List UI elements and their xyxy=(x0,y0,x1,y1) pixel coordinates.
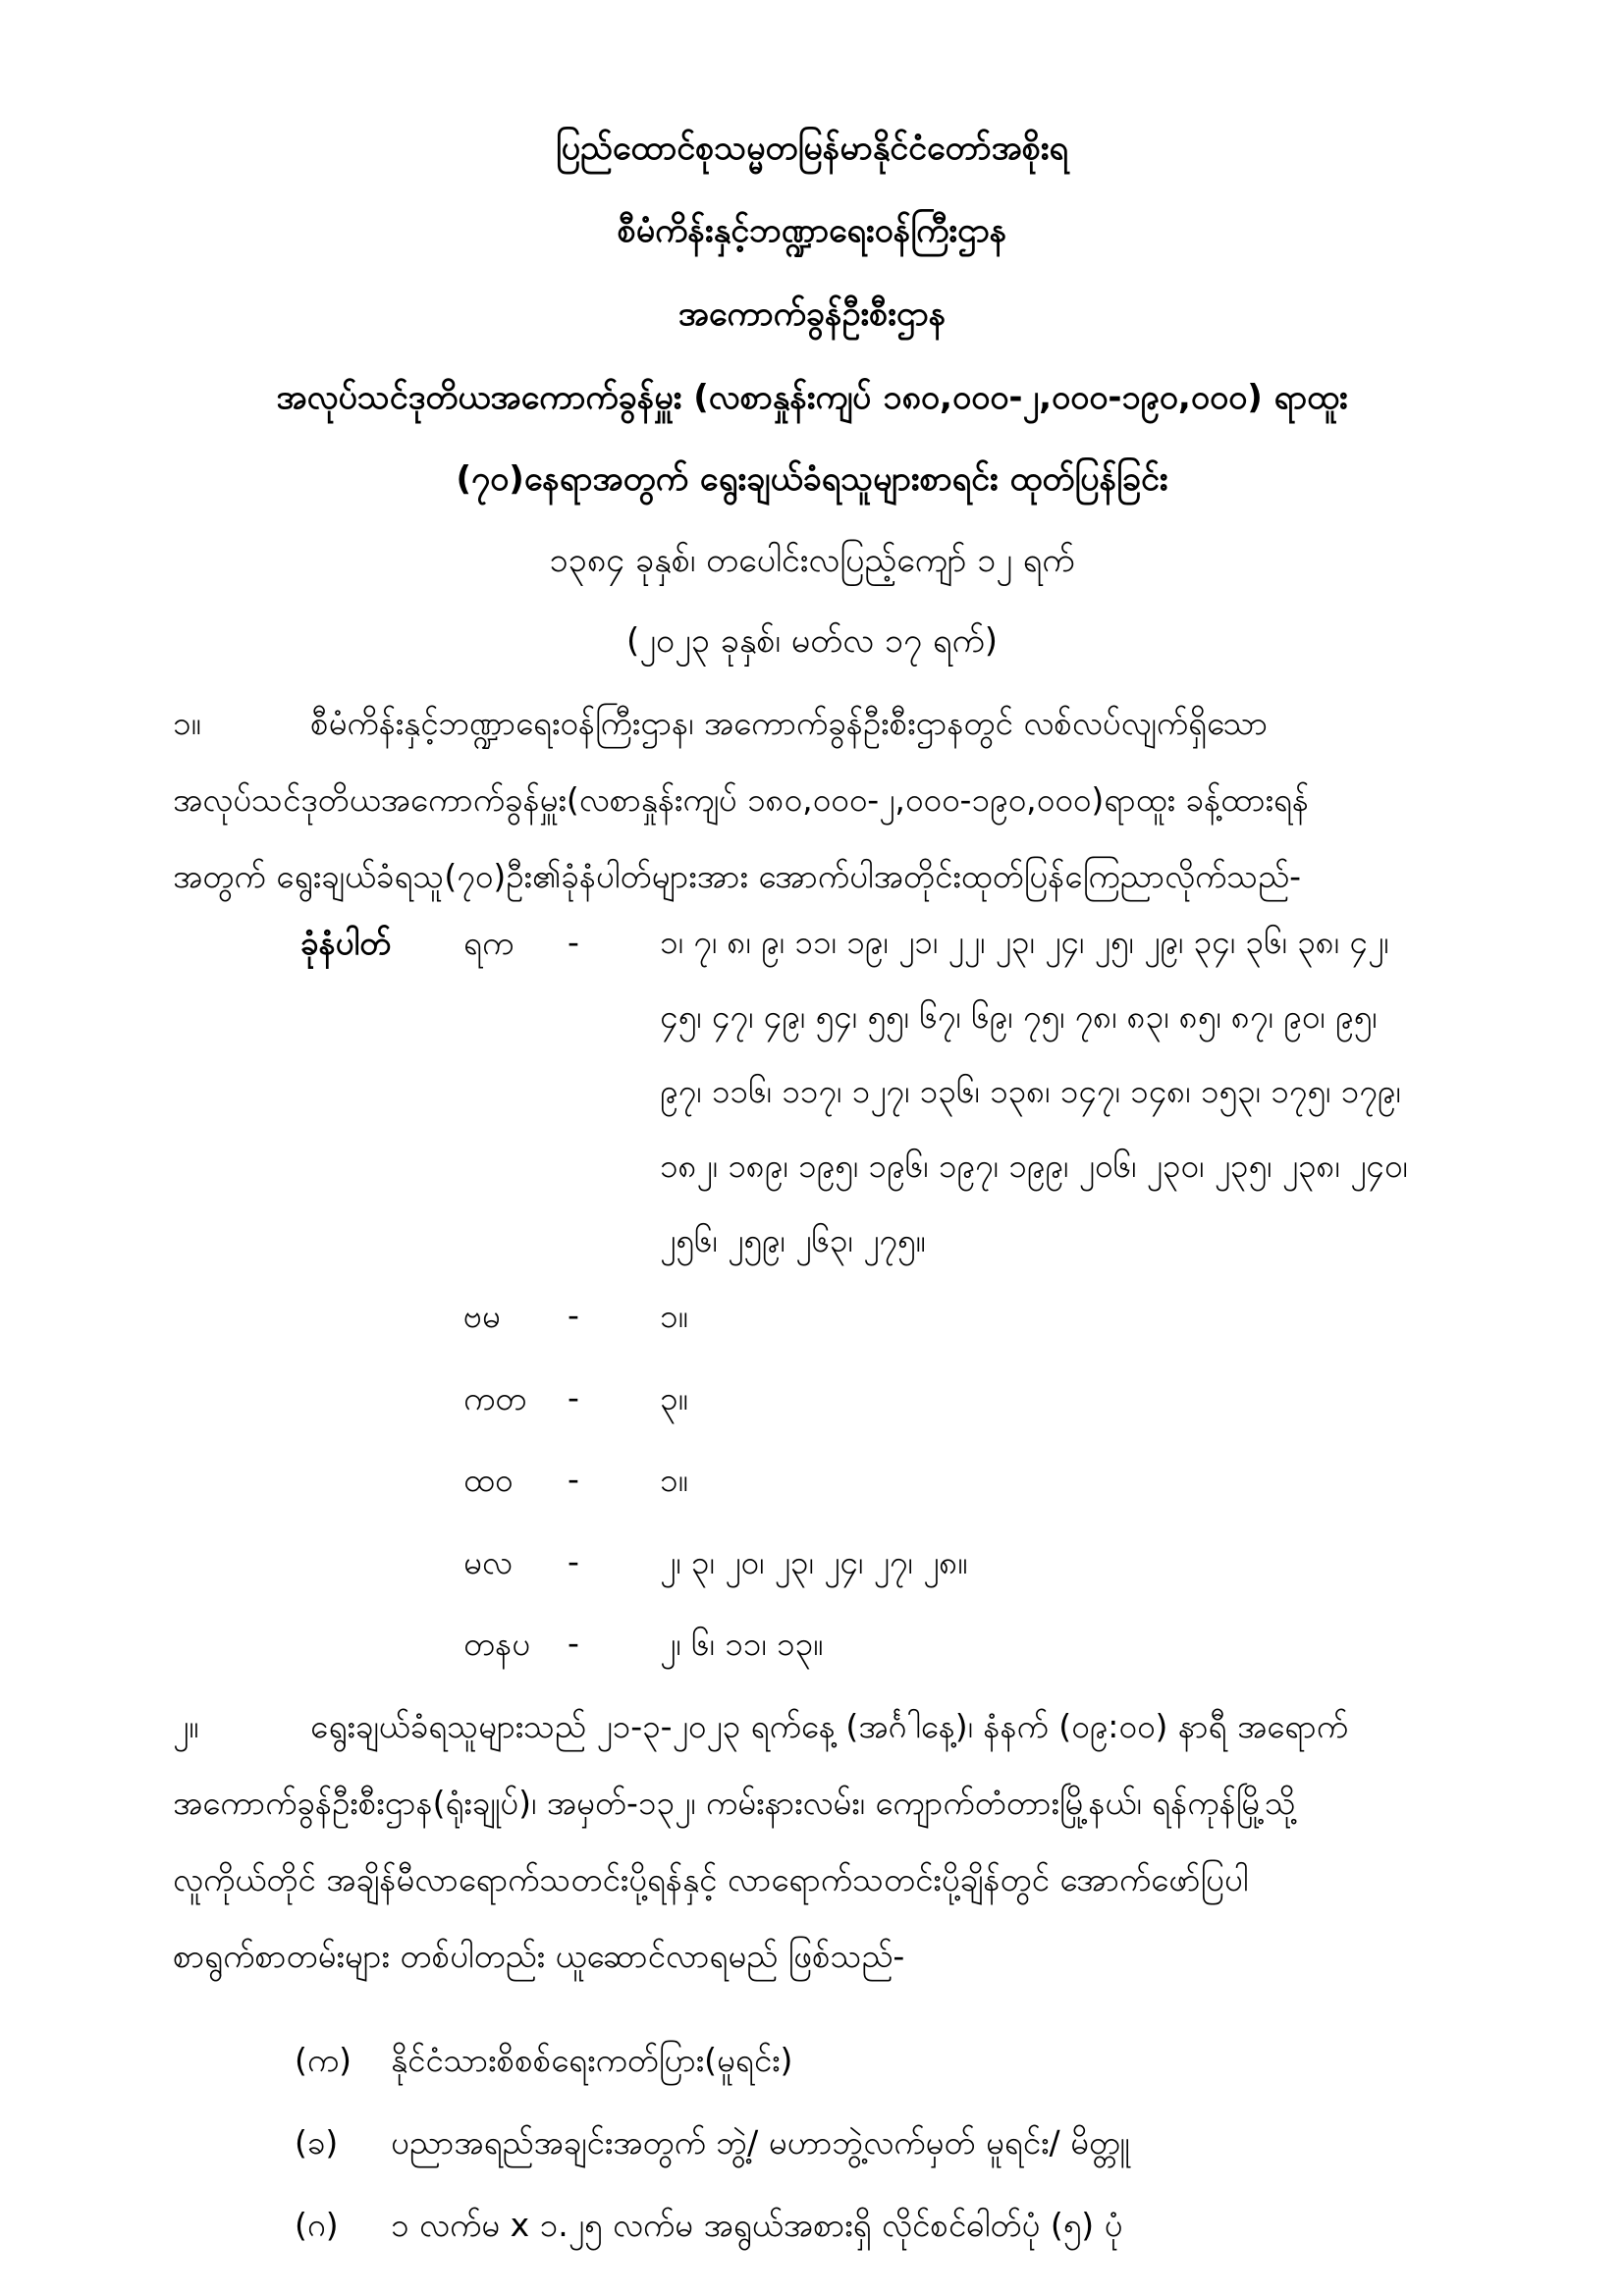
paragraph-2-line-1: ရွေးချယ်ခံရသူများသည် ၂၁-၃-၂၀၂၃ ရက်နေ့ (အင်္ဂါနေ့)၊ နံနက် (၀၉:၀၀) နာရီ အရောက် xyxy=(310,1707,1349,1745)
date-myanmar: ၁၃၈၄ ခုနှစ်၊ တပေါင်းလပြည့်ကျော် ၁၂ ရက် xyxy=(549,541,1075,580)
paragraph-2-line-3: လူကိုယ်တိုင် အချိန်မီလာရောက်သတင်းပို့ရန်နှင့် လာရောက်သတင်းပို့ချိန်တွင် အောက်ဖော်ပြပါ xyxy=(173,1860,1249,1898)
roll-group-dash-2: - xyxy=(568,1378,579,1416)
roll-group-values-4: ၂၊ ၃၊ ၂၀၊ ၂၃၊ ၂၄၊ ၂၇၊ ၂၈။ xyxy=(660,1543,968,1581)
header-line-2: စီမံကိန်းနှင့်ဘဏ္ဍာရေးဝန်ကြီးဌာန xyxy=(617,211,1007,250)
document-item-b xyxy=(295,2122,1130,2170)
paragraph-2-line-4: စာရွက်စာတမ်းများ တစ်ပါတည်း ယူဆောင်လာရမည် ဖြစ်သည်- xyxy=(173,1937,905,1975)
roll-line: ၁၊ ၇၊ ၈၊ ၉၊ ၁၁၊ ၁၉၊ ၂၁၊ ၂၂၊ ၂၃၊ ၂၄၊ ၂၅၊ ၂၉၊ ၃၄၊ ၃၆၊ ၃၈၊ ၄၂၊ xyxy=(660,923,1389,961)
paragraph-2 xyxy=(173,1688,1536,1995)
roll-group-label-4: မလ xyxy=(463,1543,513,1581)
roll-number-title: ခုံနံပါတ် xyxy=(300,924,392,962)
roll-group-label-3: ထဝ xyxy=(463,1461,514,1499)
paragraph-1-line-2: အလုပ်သင်ဒုတိယအကောက်ခွန်မှူး(လစာနှုန်းကျပ် ၁၈၀,၀၀၀-၂,၀၀၀-၁၉၀,၀၀၀)ရာထူး ခန့်ထားရန် xyxy=(173,780,1310,819)
roll-line: ၄၅၊ ၄၇၊ ၄၉၊ ၅၄၊ ၅၅၊ ၆၇၊ ၆၉၊ ၇၅၊ ၇၈၊ ၈၃၊ ၈၅၊ ၈၇၊ ၉၀၊ ၉၅၊ xyxy=(660,997,1378,1036)
roll-group-label-2: ကတ xyxy=(463,1379,527,1417)
roll-group-dash-1: - xyxy=(568,1296,579,1334)
date-gregorian: (၂၀၂၃ ခုနှစ်၊ မတ်လ ၁၇ ရက်) xyxy=(625,621,999,661)
document-item-mark: (က) xyxy=(295,2041,352,2079)
paragraph-1 xyxy=(173,685,1536,915)
document-item-text: နိုင်ငံသားစိစစ်ရေးကတ်ပြား(မူရင်း) xyxy=(391,2041,793,2079)
paragraph-2-number: ၂။ xyxy=(173,1707,199,1745)
document-item-a xyxy=(295,2040,792,2088)
roll-group-values-2: ၃။ xyxy=(660,1379,688,1417)
roll-group-label-1: ဗမ xyxy=(463,1297,501,1335)
roll-line: ၁၈၂၊ ၁၈၉၊ ၁၉၅၊ ၁၉၆၊ ၁၉၇၊ ၁၉၉၊ ၂၀၆၊ ၂၃၀၊ ၂၃၅၊ ၂၃၈၊ ၂၄၀၊ xyxy=(660,1147,1408,1185)
roll-group-dash-4: - xyxy=(568,1542,579,1580)
roll-group-label-5: တနပ xyxy=(463,1625,531,1663)
paragraph-2-line-2: အကောက်ခွန်ဦးစီးဌာန(ရုံးချုပ်)၊ အမှတ်-၁၃၂၊ ကမ်းနားလမ်း၊ ကျောက်တံတားမြို့နယ်၊ ရန်ကုန်မြို့သို့ xyxy=(173,1784,1296,1822)
roll-group-values-1: ၁။ xyxy=(660,1297,688,1335)
document-item-c xyxy=(295,2205,1122,2253)
header-line-1: ပြည်ထောင်စုသမ္မတမြန်မာနိုင်ငံတော်အစိုးရ xyxy=(555,129,1069,168)
paragraph-1-line-1: စီမံကိန်းနှင့်ဘဏ္ဍာရေးဝန်ကြီးဌာန၊ အကောက်ခွန်ဦးစီးဌာနတွင် လစ်လပ်လျက်ရှိသော xyxy=(310,704,1269,742)
document-item-mark: (ခ) xyxy=(295,2123,339,2162)
roll-group-dash-3: - xyxy=(568,1460,579,1498)
paragraph-1-line-3: အတွက် ရွေးချယ်ခံရသူ(၇၀)ဦး၏ခုံနံပါတ်များအား အောက်ပါအတိုင်းထုတ်ပြန်ကြေညာလိုက်သည်- xyxy=(173,857,1302,895)
header-line-3: အကောက်ခွန်ဦးစီးဌာန xyxy=(677,294,947,334)
document-item-text: ပညာအရည်အချင်းအတွက် ဘွဲ့/ မဟာဘွဲ့လက်မှတ် မူရင်း/ မိတ္တူ xyxy=(391,2123,1130,2162)
roll-line: ၉၇၊ ၁၁၆၊ ၁၁၇၊ ၁၂၇၊ ၁၃၆၊ ၁၃၈၊ ၁၄၇၊ ၁၄၈၊ ၁၅၃၊ ၁၇၅၊ ၁၇၉၊ xyxy=(660,1072,1401,1110)
document-item-text: ၁ လက်မ x ၁.၂၅ လက်မ အရွယ်အစားရှိ လိုင်စင်ဓါတ်ပုံ (၅) ပုံ xyxy=(391,2206,1123,2244)
roll-group-dash-5: - xyxy=(568,1624,579,1662)
roll-group-values-3: ၁။ xyxy=(660,1461,688,1499)
header-line-5: (၇၀)နေရာအတွက် ရွေးချယ်ခံရသူများစာရင်း ထုတ်ပြန်ခြင်း xyxy=(456,459,1168,499)
roll-group-values-5: ၂၊ ၆၊ ၁၁၊ ၁၃။ xyxy=(660,1625,824,1663)
roll-group-values-0 xyxy=(660,905,1543,1278)
header-line-4: အလုပ်သင်ဒုတိယအကောက်ခွန်မှူး (လစာနှုန်းကျပ် ၁၈၀,၀၀၀-၂,၀၀၀-၁၉၀,၀၀၀) ရာထူး xyxy=(276,378,1348,417)
roll-line: ၂၅၆၊ ၂၅၉၊ ၂၆၃၊ ၂၇၅။ xyxy=(660,1221,926,1259)
roll-group-dash-0: - xyxy=(568,923,579,961)
roll-group-label-0: ရက xyxy=(463,924,514,962)
paragraph-1-number: ၁။ xyxy=(173,704,201,742)
document-item-mark: (ဂ) xyxy=(295,2206,339,2244)
